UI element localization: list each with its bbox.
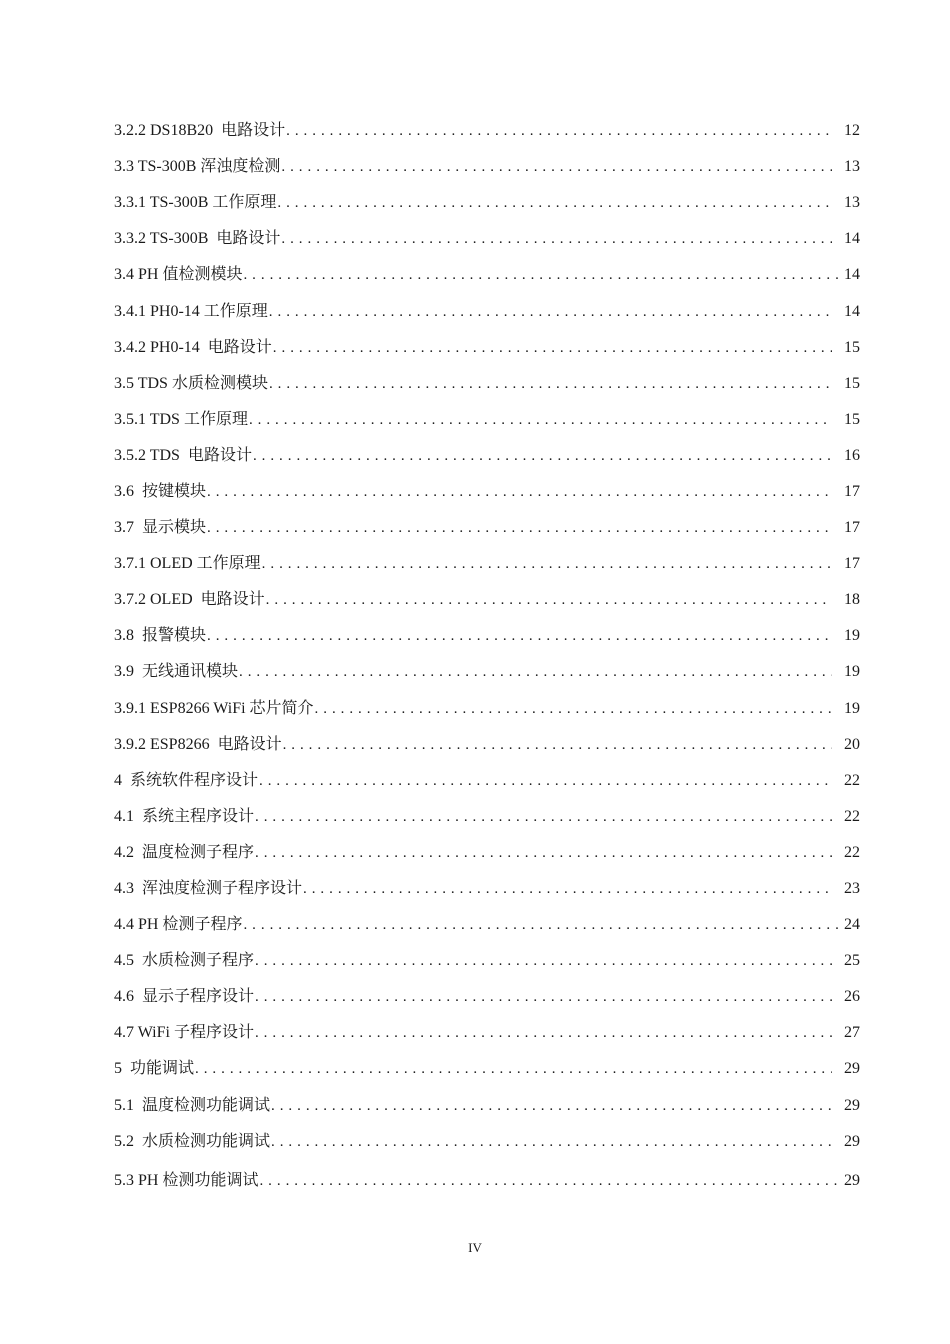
toc-entry[interactable] bbox=[114, 799, 860, 835]
toc-entry-page-number: 16 bbox=[844, 446, 860, 464]
toc-entry-title: 3.7 显示模块 bbox=[114, 519, 207, 537]
toc-entry-title: 3.4.1 PH0-14 工作原理 bbox=[114, 302, 268, 320]
toc-entry[interactable] bbox=[114, 546, 860, 582]
toc-entry-title: 5.3 PH 检测功能调试 bbox=[114, 1171, 259, 1189]
toc-dot-leader bbox=[262, 554, 832, 574]
toc-entry[interactable] bbox=[114, 835, 860, 871]
toc-dot-leader bbox=[303, 879, 832, 899]
toc-entry-page-number: 14 bbox=[844, 266, 860, 284]
toc-entry-page-number: 12 bbox=[844, 122, 860, 140]
toc-entry-title: 5.2 水质检测功能调试 bbox=[114, 1132, 271, 1150]
toc-dot-leader bbox=[281, 157, 832, 177]
toc-entry-title: 3.4.2 PH0-14 电路设计 bbox=[114, 338, 272, 356]
toc-dot-leader bbox=[269, 302, 832, 322]
toc-entry-page-number: 26 bbox=[844, 988, 860, 1006]
toc-entry[interactable] bbox=[114, 1163, 860, 1199]
toc-entry-title: 3.8 报警模块 bbox=[114, 627, 207, 645]
toc-entry-title: 3.6 按键模块 bbox=[114, 482, 207, 500]
toc-entry-title: 3.3.1 TS-300B 工作原理 bbox=[114, 194, 277, 212]
toc-dot-leader bbox=[243, 265, 838, 285]
toc-entry-page-number: 22 bbox=[844, 807, 860, 825]
toc-dot-leader bbox=[269, 374, 832, 394]
toc-entry[interactable] bbox=[114, 1051, 860, 1087]
toc-entry[interactable] bbox=[114, 149, 860, 185]
toc-entry[interactable] bbox=[114, 691, 860, 727]
toc-entry[interactable] bbox=[114, 979, 860, 1015]
toc-dot-leader bbox=[286, 121, 832, 141]
toc-dot-leader bbox=[277, 193, 832, 213]
toc-entry-title: 3.5.2 TDS 电路设计 bbox=[114, 446, 252, 464]
toc-entry[interactable] bbox=[114, 185, 860, 221]
toc-entry[interactable] bbox=[114, 474, 860, 510]
toc-entry-title: 5.1 温度检测功能调试 bbox=[114, 1096, 271, 1114]
toc-entry-title: 3.9.1 ESP8266 WiFi 芯片简介 bbox=[114, 699, 314, 717]
toc-entry-title: 3.3.2 TS-300B 电路设计 bbox=[114, 230, 281, 248]
toc-entry-title: 3.9 无线通讯模块 bbox=[114, 663, 239, 681]
toc-entry-page-number: 19 bbox=[844, 699, 860, 717]
toc-entry-title: 4.4 PH 检测子程序 bbox=[114, 916, 243, 934]
toc-dot-leader bbox=[259, 771, 832, 791]
toc-entry-page-number: 15 bbox=[844, 374, 860, 392]
toc-entry[interactable] bbox=[114, 366, 860, 402]
toc-entry-page-number: 25 bbox=[844, 952, 860, 970]
toc-entry-page-number: 27 bbox=[844, 1024, 860, 1042]
toc-dot-leader bbox=[281, 229, 832, 249]
toc-entry[interactable] bbox=[114, 907, 860, 943]
toc-entry-title: 4.6 显示子程序设计 bbox=[114, 988, 255, 1006]
toc-entry-page-number: 14 bbox=[844, 230, 860, 248]
toc-entry-page-number: 20 bbox=[844, 735, 860, 753]
toc-entry-page-number: 22 bbox=[844, 771, 860, 789]
toc-entry[interactable] bbox=[114, 402, 860, 438]
toc-entry-page-number: 23 bbox=[844, 880, 860, 898]
toc-entry-page-number: 29 bbox=[844, 1060, 860, 1078]
toc-dot-leader bbox=[207, 626, 832, 646]
toc-dot-leader bbox=[207, 482, 832, 502]
toc-entry-title: 4.3 浑浊度检测子程序设计 bbox=[114, 880, 303, 898]
toc-entry-page-number: 29 bbox=[844, 1132, 860, 1150]
page-number-footer: IV bbox=[468, 1240, 482, 1255]
toc-entry-title: 3.2.2 DS18B20 电路设计 bbox=[114, 122, 286, 140]
toc-entry-page-number: 13 bbox=[844, 158, 860, 176]
toc-entry-page-number: 18 bbox=[844, 591, 860, 609]
toc-entry[interactable] bbox=[114, 871, 860, 907]
toc-entry-title: 3.3 TS-300B 浑浊度检测 bbox=[114, 158, 281, 176]
toc-entry-title: 5 功能调试 bbox=[114, 1060, 195, 1078]
toc-dot-leader bbox=[273, 338, 832, 358]
toc-entry-page-number: 14 bbox=[844, 302, 860, 320]
toc-entry-title: 4 系统软件程序设计 bbox=[114, 771, 259, 789]
toc-entry-title: 4.7 WiFi 子程序设计 bbox=[114, 1024, 254, 1042]
toc-entry[interactable] bbox=[114, 654, 860, 690]
toc-entry[interactable] bbox=[114, 727, 860, 763]
toc-dot-leader bbox=[255, 1023, 832, 1043]
toc-entry-page-number: 19 bbox=[844, 663, 860, 681]
toc-entry[interactable] bbox=[114, 1015, 860, 1051]
toc-entry-page-number: 17 bbox=[844, 482, 860, 500]
toc-entry[interactable] bbox=[114, 1124, 860, 1160]
toc-entry-title: 4.5 水质检测子程序 bbox=[114, 952, 255, 970]
toc-dot-leader bbox=[271, 1132, 832, 1152]
toc-entry[interactable] bbox=[114, 1088, 860, 1124]
toc-entry-title: 3.9.2 ESP8266 电路设计 bbox=[114, 735, 282, 753]
toc-entry[interactable] bbox=[114, 582, 860, 618]
toc-entry[interactable] bbox=[114, 763, 860, 799]
toc-dot-leader bbox=[253, 446, 832, 466]
toc-entry-title: 3.7.2 OLED 电路设计 bbox=[114, 591, 265, 609]
toc-dot-leader bbox=[283, 735, 832, 755]
toc-entry-page-number: 29 bbox=[844, 1171, 860, 1189]
toc-entry[interactable] bbox=[114, 293, 860, 329]
toc-entry-page-number: 17 bbox=[844, 519, 860, 537]
toc-dot-leader bbox=[259, 1171, 838, 1191]
toc-entry-page-number: 22 bbox=[844, 843, 860, 861]
toc-dot-leader bbox=[239, 662, 832, 682]
toc-entry-page-number: 19 bbox=[844, 627, 860, 645]
toc-entry-title: 3.5 TDS 水质检测模块 bbox=[114, 374, 268, 392]
toc-entry-title: 3.7.1 OLED 工作原理 bbox=[114, 555, 261, 573]
toc-entry-title: 4.1 系统主程序设计 bbox=[114, 807, 255, 825]
toc-entry-page-number: 17 bbox=[844, 555, 860, 573]
toc-entry-page-number: 13 bbox=[844, 194, 860, 212]
toc-entry-page-number: 24 bbox=[844, 916, 860, 934]
toc-dot-leader bbox=[255, 807, 832, 827]
toc-dot-leader bbox=[207, 518, 832, 538]
toc-dot-leader bbox=[255, 843, 832, 863]
toc-entry[interactable] bbox=[114, 943, 860, 979]
toc-entry[interactable] bbox=[114, 221, 860, 257]
toc-dot-leader bbox=[255, 987, 832, 1007]
toc-dot-leader bbox=[315, 699, 832, 719]
toc-entry[interactable] bbox=[114, 257, 860, 293]
toc-entry-page-number: 29 bbox=[844, 1096, 860, 1114]
toc-entry-page-number: 15 bbox=[844, 338, 860, 356]
toc-entry[interactable] bbox=[114, 113, 860, 149]
toc-dot-leader bbox=[266, 590, 832, 610]
toc-dot-leader bbox=[249, 410, 832, 430]
toc-entry[interactable] bbox=[114, 510, 860, 546]
toc-entry-title: 3.4 PH 值检测模块 bbox=[114, 266, 243, 284]
toc-entry[interactable] bbox=[114, 438, 860, 474]
toc-entry-title: 3.5.1 TDS 工作原理 bbox=[114, 410, 248, 428]
toc-dot-leader bbox=[243, 915, 838, 935]
toc-entry-title: 4.2 温度检测子程序 bbox=[114, 843, 255, 861]
toc-entry[interactable] bbox=[114, 618, 860, 654]
toc-dot-leader bbox=[195, 1059, 832, 1079]
toc-entry-page-number: 15 bbox=[844, 410, 860, 428]
toc-dot-leader bbox=[271, 1096, 832, 1116]
table-of-contents bbox=[114, 113, 860, 1199]
toc-entry[interactable] bbox=[114, 330, 860, 366]
toc-dot-leader bbox=[255, 951, 832, 971]
